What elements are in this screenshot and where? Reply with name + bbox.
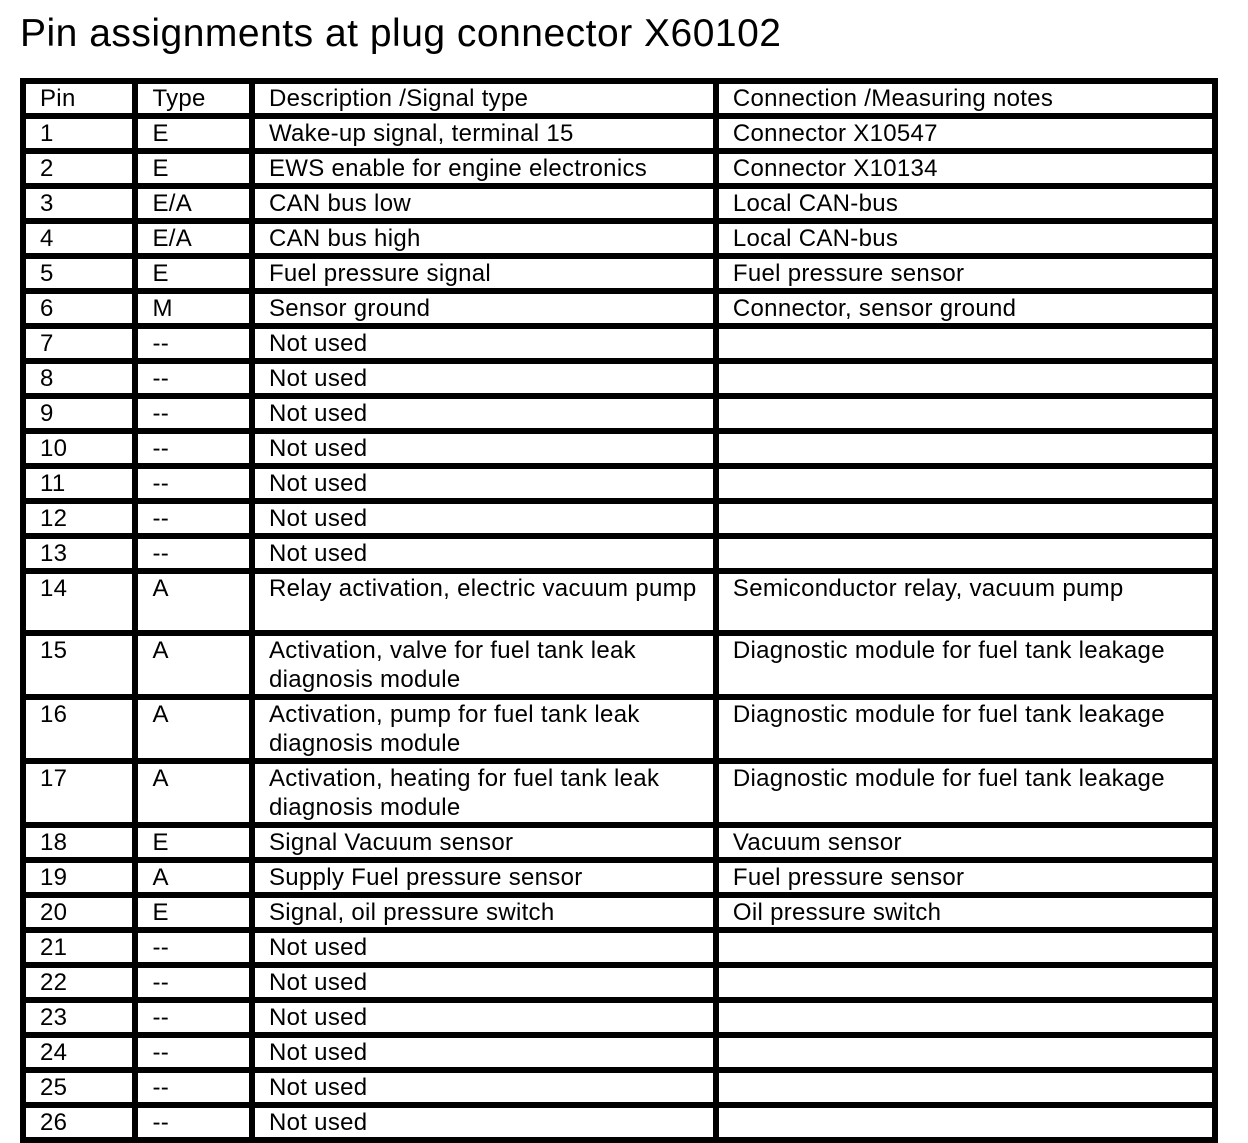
cell-pin: 10 [23, 431, 135, 466]
cell-connection: Vacuum sensor [716, 825, 1215, 860]
cell-description: Not used [252, 930, 716, 965]
cell-type: -- [135, 1070, 251, 1105]
table-row [23, 256, 1215, 291]
table-row [23, 571, 1215, 633]
cell-type: -- [135, 1000, 251, 1035]
table-body [23, 81, 1215, 1140]
cell-connection: Diagnostic module for fuel tank leakage [716, 761, 1215, 825]
table-row [23, 761, 1215, 825]
cell-type: -- [135, 930, 251, 965]
cell-description: Supply Fuel pressure sensor [252, 860, 716, 895]
cell-connection: Connector, sensor ground [716, 291, 1215, 326]
cell-description: CAN bus low [252, 186, 716, 221]
cell-description: Not used [252, 466, 716, 501]
cell-description: CAN bus high [252, 221, 716, 256]
table-row [23, 116, 1215, 151]
table-header-row [23, 81, 1215, 116]
table-row [23, 1035, 1215, 1070]
cell-connection: Local CAN-bus [716, 221, 1215, 256]
cell-pin: 9 [23, 396, 135, 431]
cell-pin: 6 [23, 291, 135, 326]
cell-connection: Diagnostic module for fuel tank leakage [716, 633, 1215, 697]
table-row [23, 151, 1215, 186]
header-connection: Connection /Measuring notes [716, 81, 1215, 116]
table-row [23, 466, 1215, 501]
cell-type: E/A [135, 221, 251, 256]
table-row [23, 221, 1215, 256]
table-row [23, 536, 1215, 571]
cell-connection: Local CAN-bus [716, 186, 1215, 221]
cell-type: E [135, 116, 251, 151]
cell-pin: 5 [23, 256, 135, 291]
cell-connection [716, 326, 1215, 361]
table-row [23, 697, 1215, 761]
cell-connection [716, 930, 1215, 965]
cell-pin: 25 [23, 1070, 135, 1105]
cell-connection [716, 1070, 1215, 1105]
cell-description: Not used [252, 1000, 716, 1035]
cell-type: A [135, 761, 251, 825]
cell-pin: 11 [23, 466, 135, 501]
table-row [23, 633, 1215, 697]
cell-description: Activation, valve for fuel tank leak diagnosis module [252, 633, 716, 697]
cell-pin: 7 [23, 326, 135, 361]
header-description: Description /Signal type [252, 81, 716, 116]
cell-pin: 24 [23, 1035, 135, 1070]
cell-connection [716, 431, 1215, 466]
cell-pin: 17 [23, 761, 135, 825]
table-row [23, 1070, 1215, 1105]
table-row [23, 860, 1215, 895]
cell-connection [716, 1035, 1215, 1070]
table-row [23, 291, 1215, 326]
table-row [23, 1105, 1215, 1140]
cell-pin: 22 [23, 965, 135, 1000]
table-row [23, 396, 1215, 431]
cell-connection [716, 536, 1215, 571]
cell-type: -- [135, 965, 251, 1000]
table-row [23, 825, 1215, 860]
cell-type: M [135, 291, 251, 326]
cell-type: -- [135, 1105, 251, 1140]
cell-type: E [135, 151, 251, 186]
cell-description: Signal, oil pressure switch [252, 895, 716, 930]
cell-type: E/A [135, 186, 251, 221]
cell-connection: Fuel pressure sensor [716, 860, 1215, 895]
cell-pin: 4 [23, 221, 135, 256]
cell-pin: 2 [23, 151, 135, 186]
cell-connection: Connector X10547 [716, 116, 1215, 151]
cell-pin: 23 [23, 1000, 135, 1035]
cell-pin: 26 [23, 1105, 135, 1140]
cell-pin: 14 [23, 571, 135, 633]
cell-connection [716, 965, 1215, 1000]
cell-type: -- [135, 361, 251, 396]
cell-description: Not used [252, 1035, 716, 1070]
cell-connection: Diagnostic module for fuel tank leakage [716, 697, 1215, 761]
cell-pin: 13 [23, 536, 135, 571]
cell-type: A [135, 697, 251, 761]
cell-type: -- [135, 536, 251, 571]
cell-pin: 16 [23, 697, 135, 761]
cell-pin: 20 [23, 895, 135, 930]
table-row [23, 930, 1215, 965]
cell-type: A [135, 571, 251, 633]
cell-connection: Semiconductor relay, vacuum pump [716, 571, 1215, 633]
cell-connection [716, 501, 1215, 536]
table-row [23, 501, 1215, 536]
table-row [23, 965, 1215, 1000]
cell-connection: Oil pressure switch [716, 895, 1215, 930]
cell-pin: 18 [23, 825, 135, 860]
table-row [23, 1000, 1215, 1035]
cell-type: E [135, 825, 251, 860]
cell-description: Not used [252, 361, 716, 396]
cell-pin: 21 [23, 930, 135, 965]
cell-description: Fuel pressure signal [252, 256, 716, 291]
cell-description: Activation, heating for fuel tank leak diagnosis module [252, 761, 716, 825]
cell-description: Wake-up signal, terminal 15 [252, 116, 716, 151]
cell-connection [716, 1000, 1215, 1035]
header-type: Type [135, 81, 251, 116]
cell-connection [716, 466, 1215, 501]
cell-connection [716, 361, 1215, 396]
cell-description: Sensor ground [252, 291, 716, 326]
cell-connection [716, 1105, 1215, 1140]
cell-description: EWS enable for engine electronics [252, 151, 716, 186]
cell-pin: 19 [23, 860, 135, 895]
cell-type: E [135, 895, 251, 930]
cell-type: -- [135, 431, 251, 466]
table-row [23, 361, 1215, 396]
table-row [23, 326, 1215, 361]
cell-type: -- [135, 396, 251, 431]
cell-type: -- [135, 1035, 251, 1070]
table-row [23, 895, 1215, 930]
cell-pin: 8 [23, 361, 135, 396]
cell-pin: 3 [23, 186, 135, 221]
cell-type: -- [135, 466, 251, 501]
cell-description: Not used [252, 431, 716, 466]
cell-description: Relay activation, electric vacuum pump [252, 571, 716, 633]
cell-description: Not used [252, 396, 716, 431]
cell-description: Not used [252, 965, 716, 1000]
cell-description: Not used [252, 326, 716, 361]
cell-pin: 1 [23, 116, 135, 151]
cell-pin: 15 [23, 633, 135, 697]
cell-type: -- [135, 501, 251, 536]
header-pin: Pin [23, 81, 135, 116]
cell-description: Not used [252, 501, 716, 536]
cell-description: Activation, pump for fuel tank leak diagnosis module [252, 697, 716, 761]
table-row [23, 431, 1215, 466]
cell-description: Not used [252, 536, 716, 571]
page-title: Pin assignments at plug connector X60102 [20, 12, 782, 55]
pin-assignment-table [20, 78, 1218, 1143]
cell-connection: Fuel pressure sensor [716, 256, 1215, 291]
cell-type: -- [135, 326, 251, 361]
cell-description: Not used [252, 1105, 716, 1140]
cell-type: E [135, 256, 251, 291]
cell-description: Not used [252, 1070, 716, 1105]
cell-type: A [135, 860, 251, 895]
cell-description: Signal Vacuum sensor [252, 825, 716, 860]
cell-connection [716, 396, 1215, 431]
table-row [23, 186, 1215, 221]
cell-pin: 12 [23, 501, 135, 536]
cell-connection: Connector X10134 [716, 151, 1215, 186]
cell-type: A [135, 633, 251, 697]
